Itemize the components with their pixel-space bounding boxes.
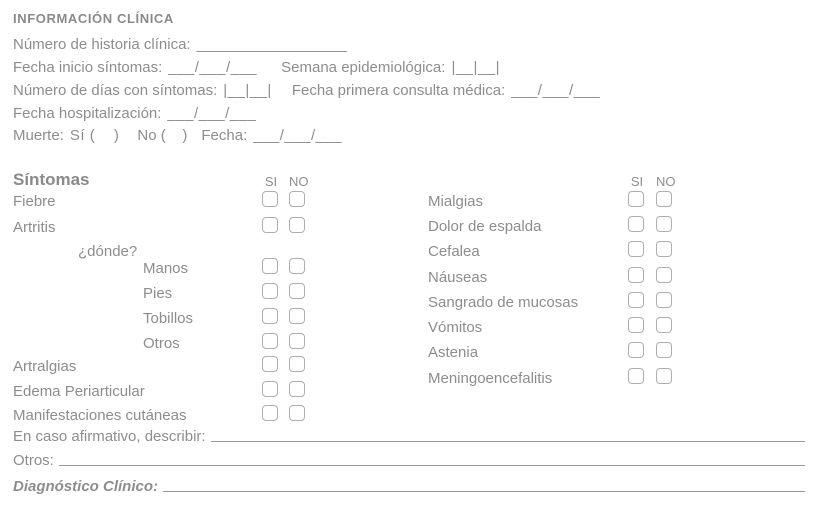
checkbox-mialgias-no[interactable] bbox=[656, 191, 672, 207]
symptom-row-edema-periarticular bbox=[13, 380, 323, 402]
primera-consulta-blank: ___/___/___ bbox=[511, 82, 601, 99]
fecha-inicio-sintomas-label: Fecha inicio síntomas: bbox=[13, 59, 163, 76]
symptom-label: Tobillos bbox=[143, 309, 194, 327]
checkbox-astenia-no[interactable] bbox=[656, 342, 672, 358]
checkbox-otros-no[interactable] bbox=[289, 333, 305, 349]
symptom-label: Artralgias bbox=[13, 357, 77, 375]
otros-blank-line bbox=[59, 464, 805, 466]
checkbox-cefalea-si[interactable] bbox=[628, 241, 644, 257]
symptom-row-fiebre bbox=[13, 190, 323, 212]
symptom-label: Sangrado de mucosas bbox=[428, 293, 579, 311]
symptom-row-artritis bbox=[13, 216, 323, 238]
checkbox-cefalea-no[interactable] bbox=[656, 241, 672, 257]
checkbox-vomitos-si[interactable] bbox=[628, 317, 644, 333]
dias-con-sintomas-blank: |__|__| bbox=[223, 82, 272, 99]
otros-label: Otros: bbox=[13, 452, 54, 469]
checkbox-manos-si[interactable] bbox=[262, 258, 278, 274]
symptom-row-manos bbox=[143, 257, 323, 279]
right-col-header-si: SI bbox=[630, 174, 644, 189]
checkbox-dolor-espalda-no[interactable] bbox=[656, 216, 672, 232]
checkbox-fiebre-si[interactable] bbox=[262, 191, 278, 207]
semana-epidemiologica-blank: |__|__| bbox=[451, 59, 500, 76]
checkbox-meningoencefalitis-si[interactable] bbox=[628, 368, 644, 384]
checkbox-sangrado-si[interactable] bbox=[628, 292, 644, 308]
checkbox-fiebre-no[interactable] bbox=[289, 191, 305, 207]
checkbox-sangrado-no[interactable] bbox=[656, 292, 672, 308]
checkbox-edema-si[interactable] bbox=[262, 381, 278, 397]
symptom-label: Dolor de espalda bbox=[428, 217, 542, 235]
checkbox-artralgias-si[interactable] bbox=[262, 356, 278, 372]
symptom-row-nauseas bbox=[428, 266, 688, 288]
diagnostico-row bbox=[13, 478, 805, 495]
checkbox-tobillos-si[interactable] bbox=[262, 308, 278, 324]
symptom-label: Manifestaciones cutáneas bbox=[13, 406, 187, 424]
checkbox-nauseas-no[interactable] bbox=[656, 267, 672, 283]
symptom-row-dolor-espalda bbox=[428, 215, 688, 237]
symptom-row-meningoencefalitis bbox=[428, 367, 688, 389]
symptom-label: Manos bbox=[143, 259, 189, 277]
symptoms-section-title: Síntomas bbox=[13, 170, 90, 189]
describe-row bbox=[13, 428, 805, 445]
checkbox-artralgias-no[interactable] bbox=[289, 356, 305, 372]
symptom-label: Edema Periarticular bbox=[13, 382, 145, 400]
muerte-si-option: Sí ( ) bbox=[69, 127, 120, 144]
checkbox-meningoencefalitis-no[interactable] bbox=[656, 368, 672, 384]
checkbox-astenia-si[interactable] bbox=[628, 342, 644, 358]
symptom-row-pies bbox=[143, 282, 323, 304]
right-col-header-no: NO bbox=[656, 174, 676, 189]
symptom-label: Fiebre bbox=[13, 192, 56, 210]
symptom-row-manifestaciones-cutaneas bbox=[13, 404, 323, 426]
diagnostico-label: Diagnóstico Clínico: bbox=[13, 478, 159, 495]
symptom-row-sangrado-mucosas bbox=[428, 291, 688, 313]
symptom-label: Mialgias bbox=[428, 192, 484, 210]
section-title-informacion-clinica: INFORMACIÓN CLÍNICA bbox=[13, 11, 174, 26]
symptom-row-vomitos bbox=[428, 316, 688, 338]
symptom-label: Artritis bbox=[13, 218, 56, 236]
fecha-inicio-sintomas-blank: ___/___/___ bbox=[168, 59, 258, 76]
muerte-label: Muerte: bbox=[13, 127, 64, 144]
checkbox-manifestaciones-si[interactable] bbox=[262, 405, 278, 421]
symptom-label: Náuseas bbox=[428, 268, 488, 286]
checkbox-artritis-no[interactable] bbox=[289, 217, 305, 233]
muerte-no-option: No ( ) bbox=[137, 127, 188, 144]
symptom-row-otros bbox=[143, 332, 323, 354]
dias-con-sintomas-label: Número de días con síntomas: bbox=[13, 82, 218, 99]
fecha-hospitalizacion-label: Fecha hospitalización: bbox=[13, 105, 162, 122]
checkbox-vomitos-no[interactable] bbox=[656, 317, 672, 333]
checkbox-pies-no[interactable] bbox=[289, 283, 305, 299]
checkbox-artritis-si[interactable] bbox=[262, 217, 278, 233]
fecha-hospitalizacion-blank: ___/___/___ bbox=[167, 105, 257, 122]
checkbox-manifestaciones-no[interactable] bbox=[289, 405, 305, 421]
symptom-row-artralgias bbox=[13, 355, 323, 377]
checkbox-nauseas-si[interactable] bbox=[628, 267, 644, 283]
symptom-sublabel-donde: ¿dónde? bbox=[78, 242, 138, 260]
symptom-row-cefalea bbox=[428, 240, 688, 262]
symptom-row-mialgias bbox=[428, 190, 688, 212]
checkbox-dolor-espalda-si[interactable] bbox=[628, 216, 644, 232]
symptom-label: Astenia bbox=[428, 343, 479, 361]
checkbox-manos-no[interactable] bbox=[289, 258, 305, 274]
diagnostico-blank-line bbox=[163, 490, 805, 492]
muerte-fecha-blank: ___/___/___ bbox=[253, 127, 343, 144]
left-col-header-si: SI bbox=[264, 174, 278, 189]
symptom-row-tobillos bbox=[143, 307, 323, 329]
left-col-header-no: NO bbox=[289, 174, 309, 189]
historia-clinica-blank-line: __________________ bbox=[196, 36, 347, 53]
muerte-fecha-label: Fecha: bbox=[201, 127, 248, 144]
describe-label: En caso afirmativo, describir: bbox=[13, 428, 206, 445]
symptom-label: Otros bbox=[143, 334, 180, 352]
symptom-row-astenia bbox=[428, 341, 688, 363]
historia-clinica-label: Número de historia clínica: bbox=[13, 36, 191, 53]
checkbox-otros-si[interactable] bbox=[262, 333, 278, 349]
symptom-label: Pies bbox=[143, 284, 173, 302]
checkbox-tobillos-no[interactable] bbox=[289, 308, 305, 324]
otros-row bbox=[13, 452, 805, 469]
semana-epidemiologica-label: Semana epidemiológica: bbox=[281, 59, 446, 76]
symptom-label: Meningoencefalitis bbox=[428, 369, 553, 387]
symptom-label: Vómitos bbox=[428, 318, 483, 336]
checkbox-edema-no[interactable] bbox=[289, 381, 305, 397]
checkbox-mialgias-si[interactable] bbox=[628, 191, 644, 207]
checkbox-pies-si[interactable] bbox=[262, 283, 278, 299]
symptom-label: Cefalea bbox=[428, 242, 480, 260]
describe-blank-line bbox=[211, 440, 805, 442]
primera-consulta-label: Fecha primera consulta médica: bbox=[291, 82, 506, 99]
